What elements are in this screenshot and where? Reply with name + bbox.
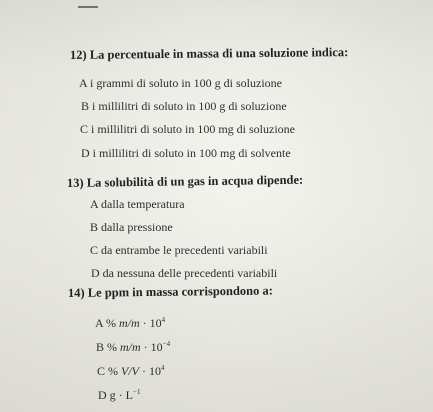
q14-option-c-tail: · 10 — [139, 364, 161, 378]
q14-option-b-expr: m/m — [120, 340, 141, 354]
q14-option-c-expr: V/V — [121, 364, 139, 378]
q14-option-a-prefix: A % — [95, 316, 119, 330]
q12-option-a: A i grammi di soluto in 100 g di soluzione — [79, 76, 282, 90]
q14-option-d — [98, 388, 140, 403]
q14-option-d-prefix: D g · L — [98, 388, 133, 402]
question-12-title: 12) La percentuale in massa di una soluzione indica: — [69, 45, 349, 62]
q14-option-a-exponent: 4 — [161, 316, 166, 324]
q14-option-a-tail: · 10 — [139, 316, 162, 330]
q14-option-c-exponent: 4 — [161, 364, 165, 372]
q13-option-d: D da nessuna delle precedenti variabili — [91, 266, 278, 280]
q13-option-c: C da entrambe le precedenti variabili — [90, 243, 268, 257]
top-edge-mark — [78, 6, 98, 8]
q12-option-d: D i millilitri di soluto in 100 mg di solvente — [81, 146, 291, 160]
q14-option-d-exponent: −1 — [133, 388, 141, 396]
question-14-title: 14) Le ppm in massa corrispondono a: — [67, 283, 273, 300]
q14-option-a-expr: m/m — [119, 316, 140, 330]
q12-option-b: B i millilitri di soluto in 100 g di soluzione — [81, 99, 287, 113]
q14-option-b-tail: · 10 — [140, 340, 163, 354]
question-13-title: 13) La solubilità di un gas in acqua dipende: — [66, 172, 304, 190]
q13-option-a: A dalla temperatura — [90, 197, 185, 211]
q14-option-a — [95, 316, 165, 331]
q14-option-b — [96, 340, 170, 355]
q13-option-b: B dalla pressione — [90, 220, 173, 234]
q12-option-c: C i millilitri di soluto in 100 mg di soluzione — [80, 122, 296, 136]
q14-option-c-prefix: C % — [97, 364, 121, 378]
q14-option-c — [97, 364, 165, 379]
q14-option-b-prefix: B % — [96, 340, 120, 354]
q14-option-b-exponent: −4 — [162, 340, 171, 348]
